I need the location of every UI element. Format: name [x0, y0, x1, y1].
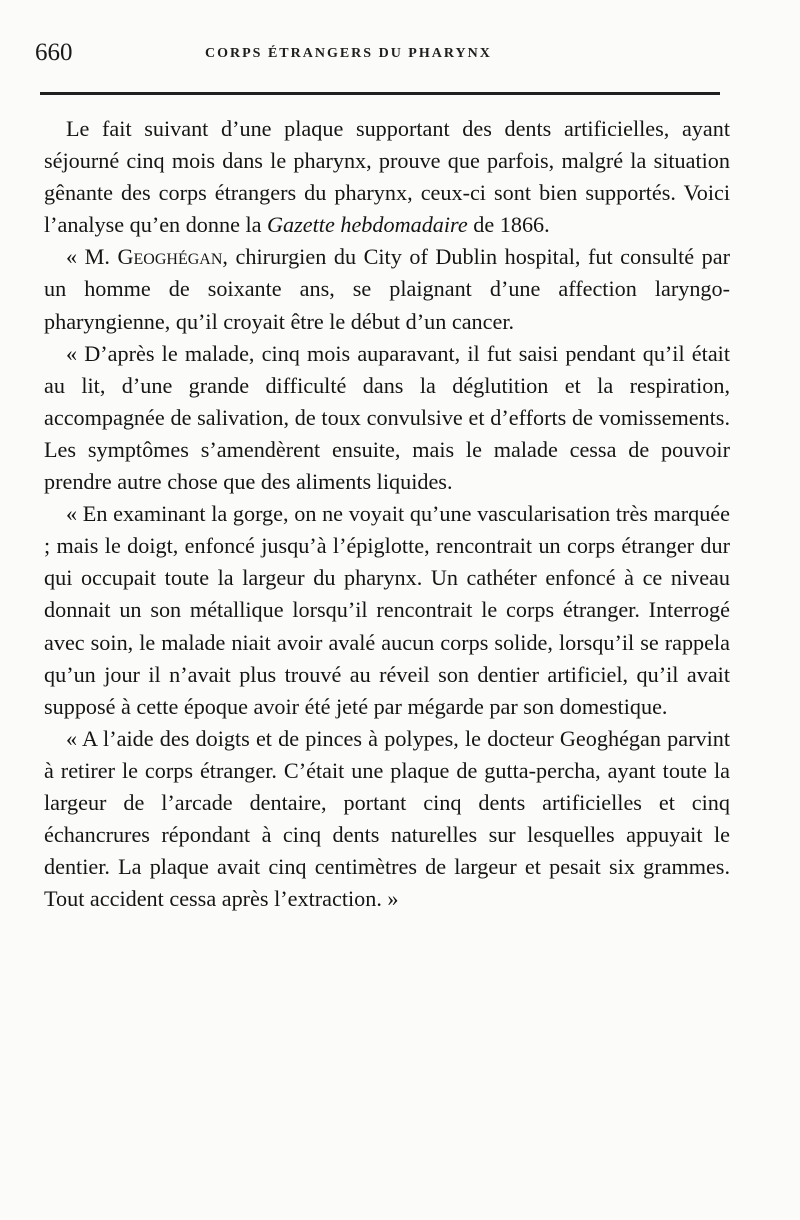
body-text — [44, 113, 730, 915]
paragraph-2-open: « M. — [66, 244, 118, 270]
paragraph-3: « D’après le malade, cinq mois auparavant, il fut saisi pendant qu’il était au lit, d’une grande difficulté dans la déglutition et la respiration, accompagnée de salivation, de toux convulsive et d’efforts de vomissements. Les symptômes s’amendèrent ensuite, mais le malade cessa de pouvoir prendre autre chose que des aliments liquides. — [44, 340, 730, 495]
paragraph-2-text: , chirurgien du City of Dublin hospital, fut consulté par un homme de soixante ans, se plaignant d’une affection laryngo-pharyngienne, qu’il croyait être le début d’un cancer. — [44, 244, 730, 334]
paragraph-5: « A l’aide des doigts et de pinces à polypes, le docteur Geoghégan parvint à retirer le corps étranger. C’était une plaque de gutta-percha, ayant toute la largeur de l’arcade dentaire, portant cinq dents artificielles et cinq échancrures répondant à cinq dents naturelles sur lesquelles appuyait le dentier. La plaque avait cinq centimètres de largeur et pesait six grammes. Tout accident cessa après l’extraction. » — [44, 725, 730, 912]
running-title: CORPS ÉTRANGERS DU PHARYNX — [205, 46, 492, 61]
page-number: 660 — [35, 39, 73, 66]
surgeon-name: Geoghégan — [117, 244, 223, 270]
paragraph-4: « En examinant la gorge, on ne voyait qu’une vascularisation très marquée ; mais le doigt, enfoncé jusqu’à l’épiglotte, rencontrait un corps étranger dur qui occupait toute la largeur du pharynx. Un cathéter enfoncé à ce niveau donnait un son métallique lorsqu’il rencontrait le corps étranger. Interrogé avec soin, le malade niait avoir avalé aucun corps solide, lorsqu’il se rappela qu’un jour il n’avait plus trouvé au réveil son dentier artificiel, qu’il avait supposé à cette époque avoir été jeté par mégarde par son domestique. — [44, 501, 730, 719]
paragraph-1-text-b: de 1866. — [467, 212, 550, 238]
journal-title: Gazette hebdomadaire — [267, 212, 468, 238]
paragraph-1 — [44, 113, 730, 241]
paragraph-2 — [44, 241, 730, 337]
paragraph-1-text-a: Le fait suivant d’une plaque supportant des dents artificielles, ayant séjourné cinq mois dans le pharynx, prouve que parfois, malgré la situation gênante des corps étrangers du pharynx, ceux-ci sont bien supportés. Voici l’analyse qu’en donne la — [44, 116, 730, 238]
header-rule — [40, 92, 720, 95]
